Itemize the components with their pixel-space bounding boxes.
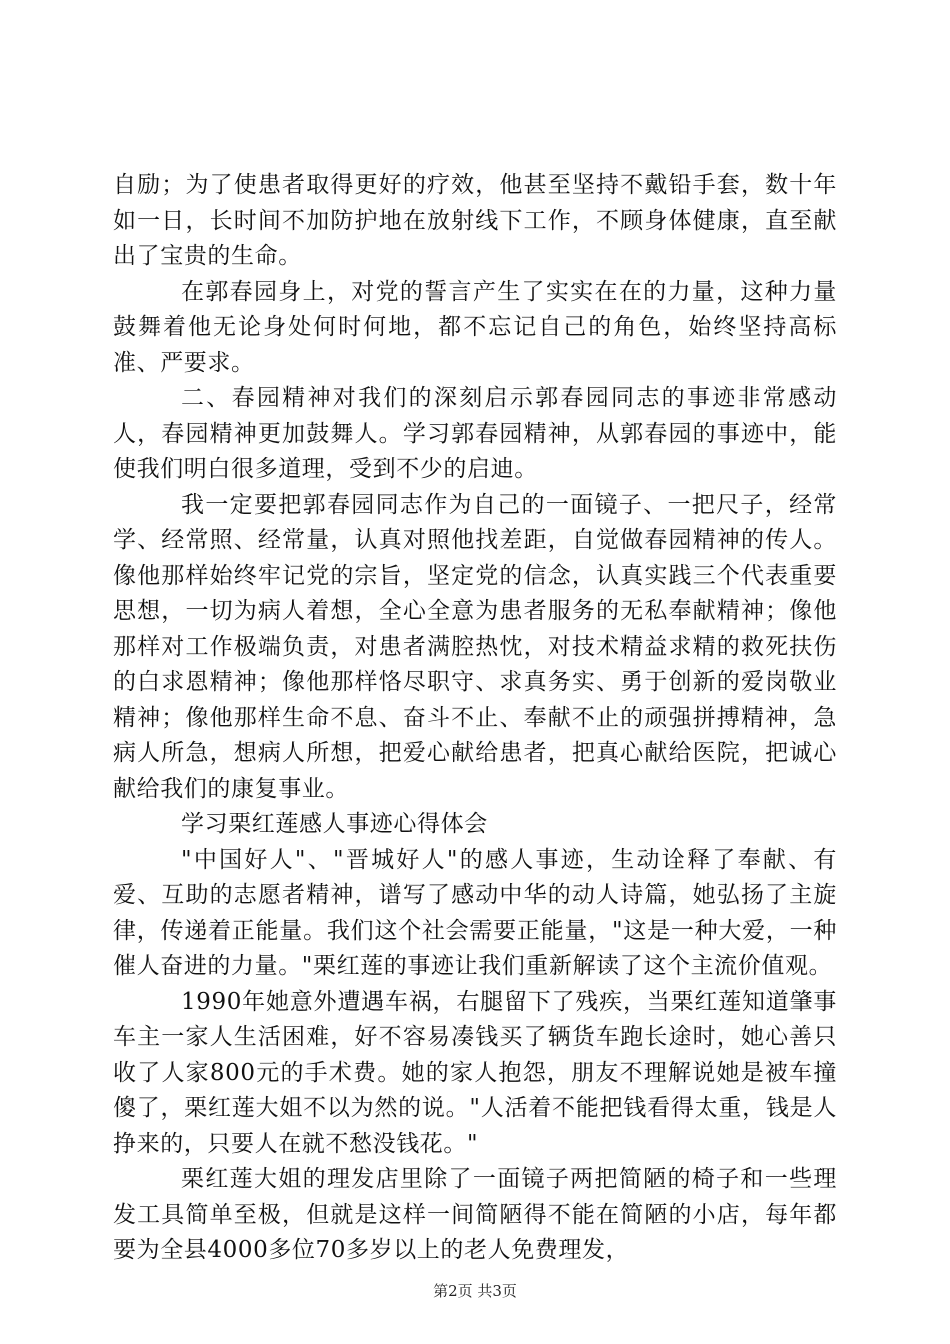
paragraph-1: 自励；为了使患者取得更好的疗效，他甚至坚持不戴铅手套，数十年如一日，长时间不加防护地在放射线下工作，不顾身体健康，直至献出了宝贵的生命。 (113, 172, 837, 269)
section-title: 学习栗红莲感人事迹心得体会 (181, 811, 488, 837)
paragraph-6: 1990年她意外遭遇车祸，右腿留下了残疾，当栗红莲知道肇事车主一家人生活困难，好不容易凑钱买了辆货车跑长途时，她心善只收了人家800元的手术费。她的家人抱怨，朋友不理解说她是被车撞傻了，栗红莲大姐不以为然的说。"人活着不能把钱看得太重，钱是人挣来的，只要人在就不愁没钱花。" (113, 988, 837, 1157)
page-footer: 第2页 共3页 (433, 1282, 517, 1300)
paragraph-3: 二、春园精神对我们的深刻启示郭春园同志的事迹非常感动人，春园精神更加鼓舞人。学习郭春园精神，从郭春园的事迹中，能使我们明白很多道理，受到不少的启迪。 (113, 385, 837, 482)
document-body (113, 168, 837, 1269)
paragraph-2: 在郭春园身上，对党的誓言产生了实实在在的力量，这种力量鼓舞着他无论身处何时何地，都不忘记自己的角色，始终坚持高标准、严要求。 (113, 278, 837, 376)
paragraph-7: 栗红莲大姐的理发店里除了一面镜子两把简陋的椅子和一些理发工具简单至极，但就是这样一间简陋得不能在简陋的小店，每年都要为全县4000多位70多岁以上的老人免费理发， (113, 1166, 837, 1263)
paragraph-4: 我一定要把郭春园同志作为自己的一面镜子、一把尺子，经常学、经常照、经常量，认真对照他找差距，自觉做春园精神的传人。像他那样始终牢记党的宗旨，坚定党的信念，认真实践三个代表重要思想，一切为病人着想，全心全意为患者服务的无私奉献精神；像他那样对工作极端负责，对患者满腔热忱，对技术精益求精的救死扶伤的白求恩精神；像他那样恪尽职守、求真务实、勇于创新的爱岗敬业精神；像他那样生命不息、奋斗不止、奉献不止的顽强拼搏精神，急病人所急，想病人所想，把爱心献给患者，把真心献给医院，把诚心献给我们的康复事业。 (113, 491, 837, 802)
paragraph-5: "中国好人"、"晋城好人"的感人事迹，生动诠释了奉献、有爱、互助的志愿者精神，谱写了感动中华的动人诗篇，她弘扬了主旋律，传递着正能量。我们这个社会需要正能量，"这是一种大爱，一种催人奋进的力量。"栗红莲的事迹让我们重新解读了这个主流价值观。 (113, 846, 837, 979)
